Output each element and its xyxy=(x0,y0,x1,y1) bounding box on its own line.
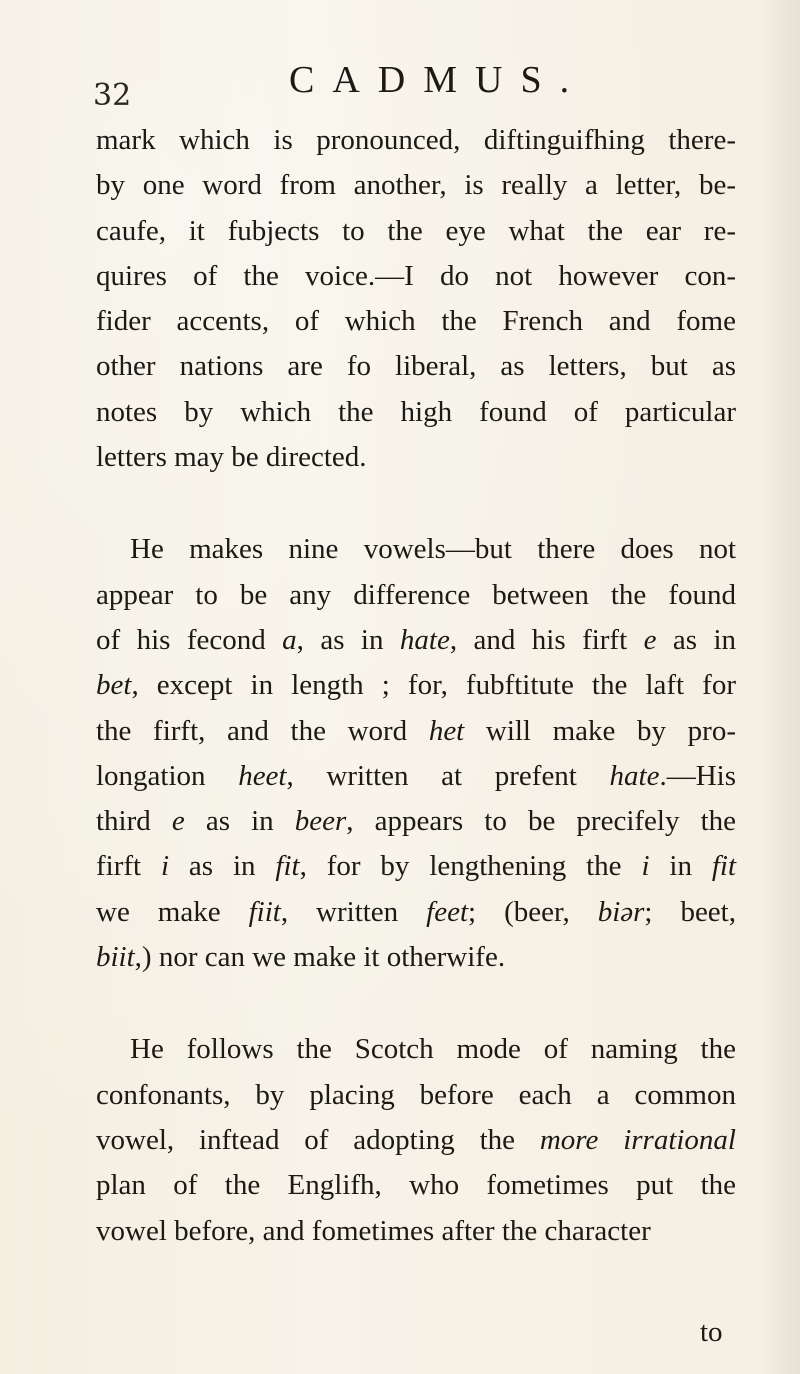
text-line: of his fecond a, as in hate, and his firft e as in xyxy=(96,623,737,656)
italic-word: bet xyxy=(96,669,132,702)
italic-word: fit xyxy=(711,850,736,883)
text-line: biit,) nor can we make it otherwife. xyxy=(96,941,506,974)
italic-word: i xyxy=(641,850,650,883)
italic-word: e xyxy=(643,623,657,656)
text-line: vowel before, and fometimes after the character xyxy=(96,1214,651,1247)
italic-word: beer xyxy=(294,805,347,838)
body-text xyxy=(96,118,736,1254)
italic-word: feet xyxy=(426,895,469,928)
text-line: plan of the Englifh, who fometimes put the xyxy=(96,1169,736,1202)
text-line: caufe, it fubjects to the eye what the ear re- xyxy=(96,214,736,247)
italic-word: a xyxy=(282,623,297,656)
running-title: CADMUS. xyxy=(289,59,588,101)
text-line: confonants, by placing before each a common xyxy=(96,1078,736,1111)
text-line: fider accents, of which the French and fome xyxy=(96,305,736,338)
text-line: firft i as in fit, for by lengthening the i in fit xyxy=(96,850,736,883)
italic-word: fit xyxy=(275,850,300,883)
text-line: mark which is pronounced, diftinguifhing there- xyxy=(96,124,736,156)
paragraph-1 xyxy=(96,118,736,480)
text-line: He follows the Scotch mode of naming the xyxy=(130,1033,736,1066)
text-line: bet, except in length ; for, fubftitute the laft for xyxy=(96,669,736,702)
paragraph-2 xyxy=(96,527,736,980)
text-line: the firft, and the word het will make by pro- xyxy=(96,714,736,747)
text-line: quires of the voice.—I do not however con- xyxy=(96,259,736,292)
page-number: 32 xyxy=(93,78,132,113)
text-line: appear to be any difference between the found xyxy=(96,578,736,611)
text-line: notes by which the high found of particular xyxy=(96,395,736,428)
text-line: longation heet, written at prefent hate.—His xyxy=(96,759,736,792)
text-line: we make fiit, written feet; (beer, biər; beet, xyxy=(96,895,736,928)
italic-word: hate xyxy=(609,759,660,792)
text-line: third e as in beer, appears to be precifely the xyxy=(96,805,736,838)
italic-word: fiit xyxy=(248,895,281,928)
italic-word: biit xyxy=(96,941,135,974)
text-line: vowel, inftead of adopting the more irrational xyxy=(96,1123,736,1156)
italic-word: i xyxy=(160,850,170,883)
italic-word: biər xyxy=(597,895,645,928)
page-edge-shadow xyxy=(760,0,800,1374)
text-line: by one word from another, is really a letter, be- xyxy=(96,169,736,202)
running-head xyxy=(93,18,653,113)
text-line: He makes nine vowels—but there does not xyxy=(130,533,736,566)
text-line: letters may be directed. xyxy=(96,441,367,474)
italic-word: e xyxy=(171,805,185,838)
italic-word: hate xyxy=(399,623,450,656)
italic-word: heet xyxy=(238,759,287,792)
paragraph-3 xyxy=(96,1027,736,1253)
italic-word: het xyxy=(428,714,465,747)
text-line: other nations are fo liberal, as letters, but as xyxy=(96,350,736,383)
catchword: to xyxy=(700,1316,723,1348)
italic-word: more irrational xyxy=(539,1123,736,1156)
